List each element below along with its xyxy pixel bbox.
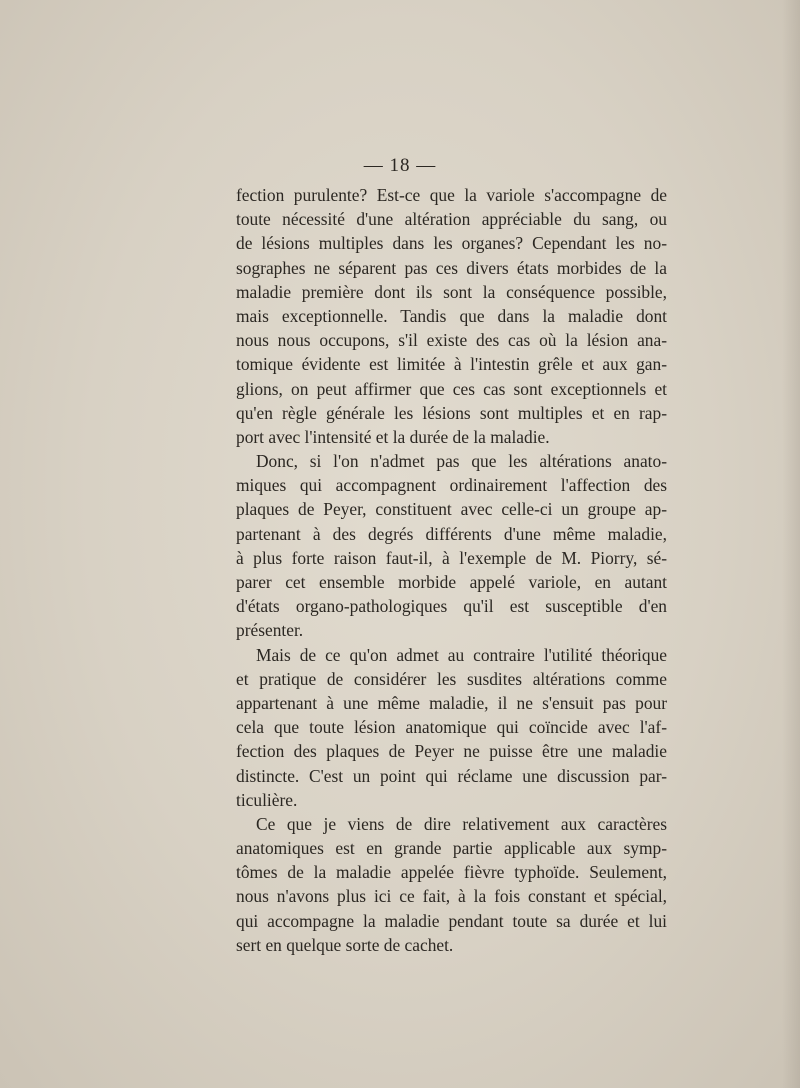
- page-number: — 18 —: [363, 155, 437, 176]
- text-line: maladie première dont ils sont la conséquence possible,: [236, 281, 667, 302]
- text-line: fection purulente? Est-ce que la variole s'accompagne de: [236, 185, 667, 205]
- text-line: distincte. C'est un point qui réclame une discussion par-: [236, 765, 667, 786]
- text-line: anatomiques est en grande partie applicable aux symp-: [236, 838, 667, 859]
- text-line: fection des plaques de Peyer ne puisse être une maladie: [236, 741, 667, 762]
- text-line: à plus forte raison faut-il, à l'exemple de M. Piorry, sé-: [236, 547, 667, 568]
- text-line: nous nous occupons, s'il existe des cas où la lésion ana-: [236, 330, 667, 351]
- text-line: miques qui accompagnent ordinairement l'affection des: [236, 475, 667, 496]
- text-line: nous n'avons plus ici ce fait, à la fois constant et spécial,: [236, 886, 667, 907]
- paragraph: [236, 449, 667, 643]
- text-line: sographes ne séparent pas ces divers états morbides de la: [236, 257, 667, 278]
- paragraph: [236, 643, 667, 812]
- text-line: cela que toute lésion anatomique qui coïncide avec l'af-: [236, 717, 667, 738]
- text-line: parer cet ensemble morbide appelé variole, en autant: [236, 572, 667, 592]
- text-line: tômes de la maladie appelée fièvre typhoïde. Seulement,: [236, 862, 667, 883]
- text-line: plaques de Peyer, constituent avec celle-ci un groupe ap-: [236, 499, 667, 520]
- text-line: qui accompagne la maladie pendant toute sa durée et lui: [236, 910, 667, 931]
- text-line: qu'en règle générale les lésions sont multiples et en rap-: [236, 402, 667, 423]
- text-line: tomique évidente est limitée à l'intestin grêle et aux gan-: [236, 354, 667, 375]
- text-line: toute nécessité d'une altération appréciable du sang, ou: [236, 209, 667, 230]
- text-line: Mais de ce qu'on admet au contraire l'utilité théorique: [256, 644, 667, 665]
- text-line: Ce que je viens de dire relativement aux caractères: [256, 813, 667, 834]
- text-line: présenter.: [236, 620, 304, 641]
- text-line: appartenant à une même maladie, il ne s'ensuit pas pour: [236, 692, 667, 713]
- text-line: glions, on peut affirmer que ces cas sont exceptionnels et: [236, 378, 667, 399]
- paragraph: [236, 812, 667, 957]
- text-line: partenant à des degrés différents d'une même maladie,: [236, 523, 667, 544]
- text-line: et pratique de considérer les susdites altérations comme: [236, 668, 667, 689]
- text-line: port avec l'intensité et la durée de la maladie.: [236, 426, 550, 447]
- text-line: mais exceptionnelle. Tandis que dans la maladie dont: [236, 305, 667, 326]
- body-text: [236, 183, 667, 957]
- text-line: de lésions multiples dans les organes? Cependant les no-: [236, 233, 667, 254]
- text-line: ticulière.: [236, 789, 298, 810]
- text-line: Donc, si l'on n'admet pas que les altérations anato-: [256, 451, 667, 472]
- paragraph: [236, 183, 667, 449]
- text-line: sert en quelque sorte de cachet.: [236, 934, 454, 955]
- text-line: d'états organo-pathologiques qu'il est susceptible d'en: [236, 596, 667, 617]
